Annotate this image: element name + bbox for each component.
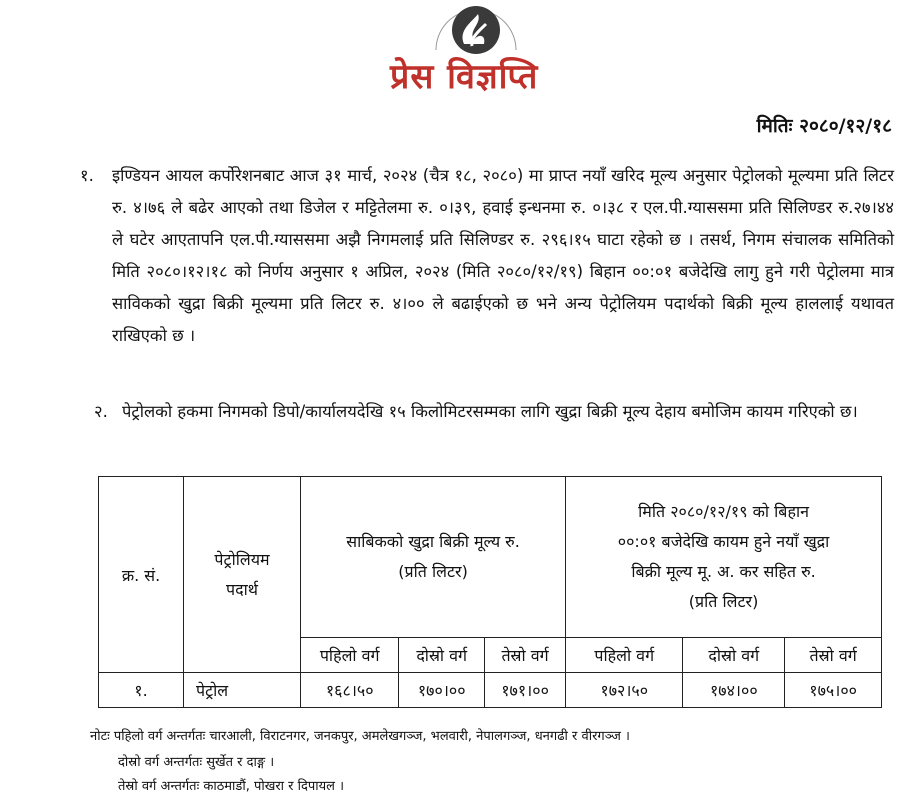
header-serial: क्र. सं. bbox=[99, 477, 184, 673]
header-old-price bbox=[301, 477, 566, 638]
header-product bbox=[184, 477, 301, 673]
header-product-line-2: पदार्थ bbox=[226, 579, 258, 599]
row-new-price-grade-2: १७४।०० bbox=[683, 673, 785, 708]
header-grade-new-1: पहिलो वर्ग bbox=[566, 638, 683, 673]
table-header-row bbox=[99, 477, 882, 638]
note-grade-3: तेस्रो वर्ग अन्तर्गतः काठमाडौं, पोखरा र दिपायल । bbox=[118, 779, 345, 794]
header-new-price-line-4: (प्रति लिटर) bbox=[688, 592, 759, 612]
header-new-price-line-2: ००:०१ बजेदेखि कायम हुने नयाँ खुद्रा bbox=[617, 532, 830, 552]
issue-date bbox=[757, 112, 892, 138]
header-grade-new-2: दोस्रो वर्ग bbox=[683, 638, 785, 673]
header-new-price-line-1: मिति २०८०/१२/१९ को बिहान bbox=[638, 502, 809, 522]
row-product: पेट्रोल bbox=[184, 673, 301, 708]
paragraph-1-number: १. bbox=[80, 166, 94, 185]
header-new-price bbox=[566, 477, 882, 638]
row-serial: १. bbox=[99, 673, 184, 708]
date-label: मितिः bbox=[756, 115, 793, 137]
header-grade-new-3: तेस्रो वर्ग bbox=[785, 638, 882, 673]
header-old-price-line-2: (प्रति लिटर) bbox=[398, 562, 468, 582]
paragraph-1-text: इण्डियन आयल कर्पोरेशनबाट आज ३१ मार्च, २०२४ (चैत्र १८, २०८०) मा प्राप्त नयाँ खरिद मूल्य अनुसार पेट्रोलको मूल्यमा प्रति लिटर रु. ४।७६ ले बढेर आएको तथा डिजेल र मट्टितेलमा रु. ०।३९, हवाई इन्धनमा रु. ०।३८ र एल.पी.ग्याससमा प्रति सिलिण्डर रु.२७।४४ ले घटेर आएतापनि एल.पी.ग्याससमा अझै निगमलाई प्रति सिलिण्डर रु. २९६।१५ घाटा रहेको छ । तसर्थ, निगम संचालक समितिको मिति २०८०।१२।१८ को निर्णय अनुसार १ अप्रिल, २०२४ (मिति २०८०/१२/१९) बिहान ००:०१ बजेदेखि लागु हुने गरी पेट्रोलमा मात्र साविकको खुद्रा बिक्री मूल्यमा प्रति लिटर रु. ४।०० ले बढाईएको छ भने अन्य पेट्रोलियम पदार्थको बिक्री मूल्य हाललाई यथावत राखिएको छ । bbox=[112, 166, 894, 345]
note-grade-2: दोस्रो वर्ग अन्तर्गतः सुर्खेत र दाङ्ग । bbox=[118, 755, 275, 770]
header-grade-old-3: तेस्रो वर्ग bbox=[484, 638, 565, 673]
note-grade-1: नोटः पहिलो वर्ग अन्तर्गतः चारआली, विराटनगर, जनकपुर, अमलेखगञ्ज, भलवारी, नेपालगञ्ज, धनगढी र वीरगञ्ज । bbox=[90, 729, 630, 744]
row-old-price-grade-1: १६८।५० bbox=[301, 673, 399, 708]
header-grade-old-1: पहिलो वर्ग bbox=[301, 638, 399, 673]
table-row bbox=[99, 673, 882, 708]
header-new-price-line-3: बिक्री मूल्य मू. अ. कर सहित रु. bbox=[631, 562, 816, 582]
row-new-price-grade-3: १७५।०० bbox=[785, 673, 882, 708]
header-old-price-line-1: साबिकको खुद्रा बिक्री मूल्य रु. bbox=[346, 532, 520, 552]
row-old-price-grade-2: १७०।०० bbox=[399, 673, 485, 708]
row-new-price-grade-1: १७२।५० bbox=[566, 673, 683, 708]
date-value: २०८०/१२/१८ bbox=[799, 115, 892, 137]
paragraph-2-number: २. bbox=[94, 402, 108, 421]
header-grade-old-2: दोस्रो वर्ग bbox=[399, 638, 485, 673]
page-title: प्रेस विज्ञप्ति bbox=[390, 57, 539, 97]
header-product-line-1: पेट्रोलियम bbox=[214, 549, 270, 569]
price-table bbox=[98, 476, 882, 708]
row-old-price-grade-3: १७१।०० bbox=[484, 673, 565, 708]
paragraph-2-text: पेट्रोलको हकमा निगमको डिपो/कार्यालयदेखि १५ किलोमिटरसम्मका लागि खुद्रा बिक्री मूल्य देहाय बमोजिम कायम गरिएको छ। bbox=[122, 402, 858, 421]
